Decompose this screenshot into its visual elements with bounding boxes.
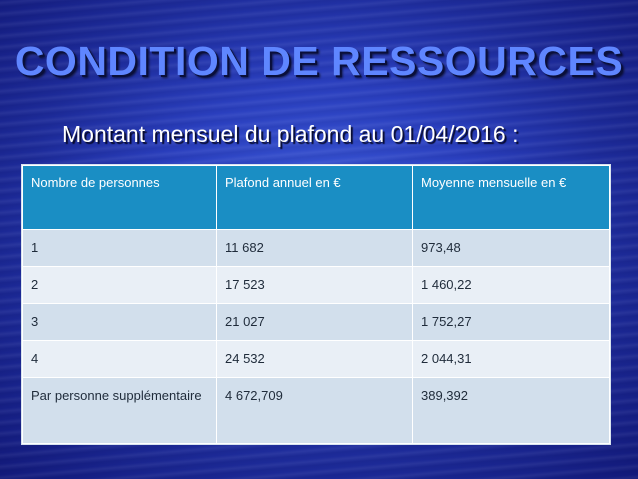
cell-monthly-average: 973,48 [413, 230, 610, 267]
cell-monthly-average: 2 044,31 [413, 341, 610, 378]
cell-monthly-average: 389,392 [413, 378, 610, 444]
header-monthly-average: Moyenne mensuelle en € [413, 166, 610, 230]
table-row [23, 267, 610, 304]
header-annual-ceiling: Plafond annuel en € [217, 166, 413, 230]
slide-title: CONDITION DE RESSOURCES [14, 38, 624, 84]
table-row [23, 304, 610, 341]
cell-monthly-average: 1 752,27 [413, 304, 610, 341]
table-row [23, 378, 610, 444]
cell-annual-ceiling: 11 682 [217, 230, 413, 267]
table-header-row [23, 166, 610, 230]
cell-persons: 4 [23, 341, 217, 378]
slide-subtitle: Montant mensuel du plafond au 01/04/2016 : [62, 121, 519, 147]
cell-annual-ceiling: 4 672,709 [217, 378, 413, 444]
cell-persons: 3 [23, 304, 217, 341]
table-row [23, 230, 610, 267]
cell-monthly-average: 1 460,22 [413, 267, 610, 304]
income-ceiling-table [22, 165, 610, 444]
cell-annual-ceiling: 24 532 [217, 341, 413, 378]
table-row [23, 341, 610, 378]
header-persons: Nombre de personnes [23, 166, 217, 230]
cell-persons: 1 [23, 230, 217, 267]
cell-annual-ceiling: 17 523 [217, 267, 413, 304]
cell-persons: Par personne supplémentaire [23, 378, 217, 444]
cell-annual-ceiling: 21 027 [217, 304, 413, 341]
cell-persons: 2 [23, 267, 217, 304]
